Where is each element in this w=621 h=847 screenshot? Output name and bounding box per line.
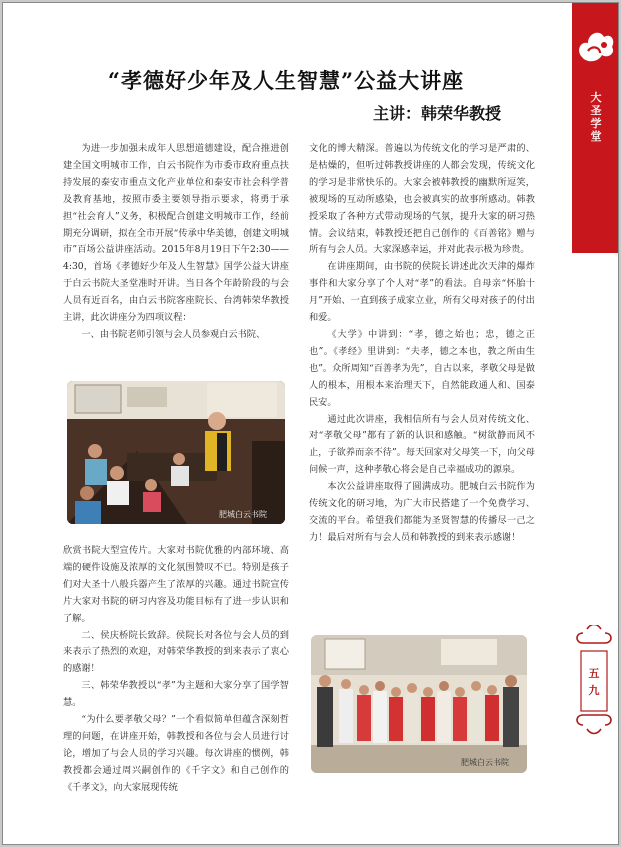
section-label: [574, 91, 618, 143]
group-photo: [311, 635, 527, 773]
section-char: 学: [590, 117, 602, 130]
lecture-photo: [67, 381, 285, 524]
lecture-photo-graphic: [67, 381, 285, 524]
paragraph: 一、由书院老师引领与会人员参观白云书院、: [81, 328, 266, 340]
page-number-char: 九: [588, 684, 600, 697]
paragraph: 文化的博大精深。普遍以为传统文化的学习是严肃的、是枯燥的，但听过韩教授讲座的人都会发现，传统文化的学习是非常快乐的。大家会被韩教授的幽默所逗笑，被现场的互动所感染，也会被真实的故事所感动。韩教授采取了各种方式带动现场的气氛，提升大家的研习热情。会议结束，韩教授还把自己创作的《百善铭》赠与所有与会人员。大家深感幸运，并对此表示极为珍贵。: [309, 143, 535, 256]
group-photo-graphic: [311, 635, 527, 773]
page-number-char: 五: [588, 667, 600, 680]
magazine-page: [2, 2, 619, 845]
paragraph: 欣赏书院大型宣传片。大家对书院优雅的内部环境、高端的硬件设施及浓厚的文化氛围赞叹不已。特别是孩子们对大圣十八般兵器产生了浓厚的兴趣。通过书院宣传片大家对书院的研习内容及功能目标有了进一步认识和了解。: [63, 545, 289, 624]
paragraph: 二、侯庆桥院长致辞。侯院长对各位与会人员的到来表示了热烈的欢迎，对韩荣华教授的到来表示了衷心的感谢！: [63, 629, 289, 675]
paragraph: 《大学》中讲到：“孝，德之始也；忠，德之正也”。《孝经》里讲到：“夫孝，德之本也，教之所由生也”。众所周知“百善孝为先”，自古以来，孝敬父母是做人的根本，用根本来治理天下，自然能政通人和、国泰民安。: [309, 328, 535, 408]
section-char: 大: [590, 91, 602, 104]
article-title: “孝德好少年及人生智慧”公益大讲座: [107, 68, 465, 93]
cloud-logo-icon: [574, 17, 618, 77]
column-left-bottom: [63, 543, 289, 825]
section-char: 圣: [590, 104, 602, 117]
paragraph: 为进一步加强未成年人思想道德建设，配合推进创建全国文明城市工作，白云书院作为市委市政府重点扶持发展的泰安市重点文化产业单位和泰安市社会科学普及教育基地，按照市委主要领导指示要求，将勇于承担“社会育人”义务，积极配合创建文明城市工作，经前期充分调研，拟在全市开展“传承中华美德，创建文明城市”百场公益讲座活动。2015年8月19日下午2:30——4:30，首场《孝德好少年及人生智慧》国学公益大讲座于白云书院大圣堂准时开讲。当日各个年龄阶段的与会人员有近百名，由白云书院客座院长、台湾韩荣华教授主讲，此次讲座分为四项议程：: [63, 143, 289, 324]
paragraph: 在讲座期间，由书院的侯院长讲述此次天津的爆炸事件和大家分享了个人对“孝”的看法。自母亲“怀胎十月”开始、一直到孩子成家立业，所有父母对孩子的付出和爱。: [309, 261, 535, 324]
article-subtitle: 主讲：韩荣华教授: [373, 104, 502, 123]
column-left-top: [63, 141, 289, 376]
photo-watermark: 肥城白云书院: [461, 758, 509, 767]
page-number: [581, 665, 607, 699]
column-right: [309, 141, 535, 629]
photo-watermark: 肥城白云书院: [219, 510, 267, 519]
section-char: 堂: [590, 130, 602, 143]
paragraph: 通过此次讲座，我相信所有与会人员对传统文化、对“孝敬父母”都有了新的认识和感触。“树欲静而风不止，子欲养而亲不待”。每天回家对父母笑一下，向父母问候一声，这种孝敬心将会是自己幸福成功的源泉。: [309, 413, 535, 476]
paragraph: “为什么要孝敬父母？”一个看似简单但蕴含深刻哲理的问题，在讲座开始，韩教授和各位与会人员进行讨论，增加了与会人员的学习兴趣。每次讲座的惯例，韩教授都会通过周兴嗣创作的《千字文》和自己创作的《千孝文》，向大家展现传统: [63, 714, 289, 793]
paragraph: 三、韩荣华教授以“孝”为主题和大家分享了国学智慧。: [63, 680, 289, 709]
paragraph: 本次公益讲座取得了圆满成功。肥城白云书院作为传统文化的研习地，为广大市民搭建了一个免费学习、交流的平台。希望我们都能为圣贤智慧的传播尽一己之力！最后对所有与会人员和韩教授的到来表示感谢！: [309, 481, 535, 543]
